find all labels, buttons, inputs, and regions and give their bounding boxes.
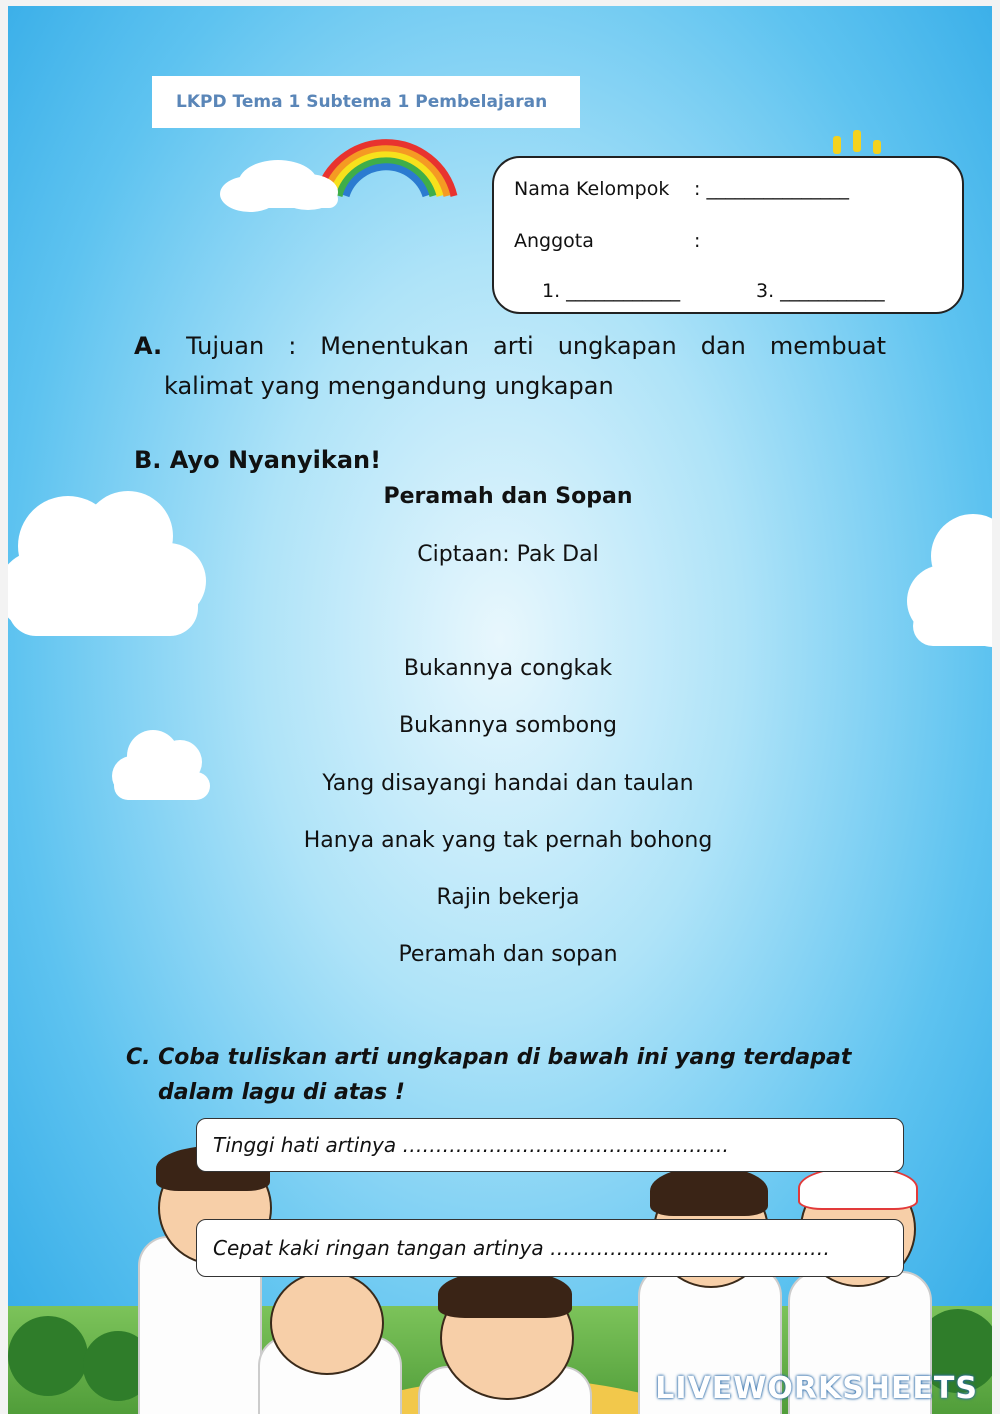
section-b-title: B. Ayo Nyanyikan!	[134, 446, 382, 474]
answer-box-tinggi-hati[interactable]: Tinggi hati artinya ………………………………………….	[196, 1118, 904, 1172]
group-info-box	[492, 156, 964, 314]
group-name-label: Nama Kelompok	[514, 178, 670, 200]
song-line: Peramah dan sopan	[398, 942, 618, 967]
member-3-field[interactable]: 3. ___________	[756, 280, 885, 302]
song-line: Rajin bekerja	[436, 885, 580, 910]
song-line: Hanya anak yang tak pernah bohong	[303, 828, 713, 853]
section-a-text: Tujuan : Menentukan arti ungkapan dan membuat	[186, 332, 886, 360]
section-a-objective	[134, 326, 886, 406]
section-c-instruction	[126, 1040, 886, 1110]
answer-box-cepat-kaki[interactable]: Cepat kaki ringan tangan artinya ……………………………………	[196, 1219, 904, 1277]
song-line: Bukannya sombong	[399, 713, 617, 738]
cloud-right-decoration	[903, 506, 1000, 656]
song-composer: Ciptaan: Pak Dal	[417, 542, 599, 567]
group-name-field[interactable]: : _______________	[694, 178, 849, 200]
rainbow-cloud-illustration	[208, 124, 468, 224]
song-line: Yang disayangi handai dan taulan	[322, 771, 694, 796]
song-title: Peramah dan Sopan	[383, 484, 633, 509]
section-a-text-continued: kalimat yang mengandung ungkapan	[164, 372, 614, 400]
section-c-line-1: C. Coba tuliskan arti ungkapan di bawah ini yang terdapat	[126, 1045, 852, 1070]
member-1-field[interactable]: 1. ____________	[542, 280, 681, 302]
worksheet-header-tag: LKPD Tema 1 Subtema 1 Pembelajaran	[152, 76, 580, 128]
song-line: Bukannya congkak	[403, 656, 613, 681]
section-a-marker: A.	[134, 332, 163, 360]
section-c-line-2: dalam lagu di atas !	[158, 1080, 405, 1105]
members-separator: :	[694, 230, 701, 252]
members-label: Anggota	[514, 230, 594, 252]
liveworksheets-logo: LIVEWORKSHEETS	[655, 1371, 978, 1406]
